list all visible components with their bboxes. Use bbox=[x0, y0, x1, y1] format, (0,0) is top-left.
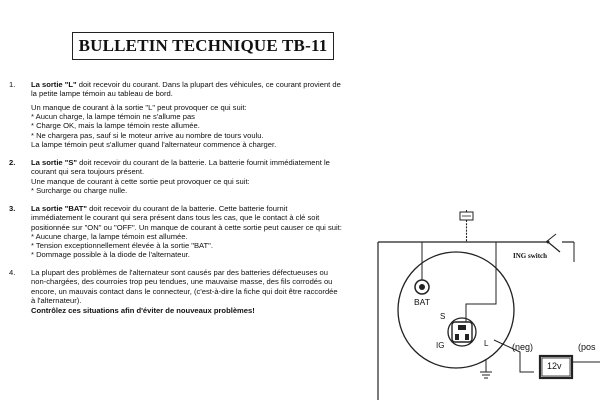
ing-switch-label: ING switch bbox=[513, 252, 548, 260]
item-1-line-2: la petite lampe témoin au tableau de bord. bbox=[31, 89, 173, 98]
item-1-sub: Un manque de courant à la sortie "L" peut provoquer ce qui suit: bbox=[31, 103, 247, 112]
ground-icon bbox=[480, 360, 492, 378]
neg-label: (neg) bbox=[512, 342, 534, 352]
item-2-line-1: La sortie "S" doit recevoir du courant de la batterie. La batterie fournit immédiatement le bbox=[31, 158, 330, 167]
fuse-icon bbox=[460, 210, 473, 242]
item-4-line: à l'alternateur). bbox=[31, 296, 82, 305]
page-title: BULLETIN TECHNIQUE TB-11 bbox=[78, 36, 328, 55]
ig-label: IG bbox=[436, 341, 445, 350]
item-3-line-2: immédiatement le courant qui sera présent dans tous les cas, que le contact à clé soit bbox=[31, 213, 320, 222]
item-3-sub: * Tension exceptionnellement élevée à la sortie "BAT". bbox=[31, 241, 213, 250]
item-3-sub: * Dommage possible à la diode de l'alternateur. bbox=[31, 250, 190, 259]
item-number: 3. bbox=[9, 204, 16, 213]
item-2-sub: Une manque de courant à cette sortie peut provoquer ce qui suit: bbox=[31, 177, 250, 186]
item-1-line-1: La sortie "L" doit recevoir du courant. Dans la plupart des véhicules, ce courant provient de bbox=[31, 80, 341, 89]
item-4-line: La plupart des problèmes de l'alternateur sont causés par des batteries défectueuses ou bbox=[31, 268, 328, 277]
item-1-sub: * Charge OK, mais la lampe témoin reste allumée. bbox=[31, 121, 200, 130]
item-1-sub: * Aucun charge, la lampe témoin ne s'allume pas bbox=[31, 112, 195, 121]
item-4-line: encore, un mauvais contact dans le connecteur, (c'est-à-dire la fiche qui doit être raccordée bbox=[31, 287, 338, 296]
item-2-sub: * Surcharge ou charge nulle. bbox=[31, 186, 128, 195]
battery-voltage-label: 12v bbox=[547, 361, 562, 371]
alternator-body bbox=[398, 252, 514, 368]
item-3-line-3: positionnée sur "ON" ou "OFF". Un manque de courant à cette sortie peut causer ce qui suit: bbox=[31, 223, 342, 232]
item-number: 4. bbox=[9, 268, 16, 277]
s-label: S bbox=[440, 312, 446, 321]
item-1-sub: La lampe témoin peut s'allumer quand l'alternateur commence à charger. bbox=[31, 140, 277, 149]
l-label: L bbox=[484, 339, 489, 348]
bat-label: BAT bbox=[414, 297, 430, 307]
ignition-switch-icon bbox=[546, 234, 574, 262]
bat-terminal-icon bbox=[415, 280, 429, 294]
item-number: 2. bbox=[9, 158, 16, 167]
connector-plug-icon bbox=[448, 318, 476, 346]
item-number: 1. bbox=[9, 80, 16, 89]
item-4-line: non-chargées, des courroies trop peu tendues, une mauvaise masse, des fils corrodés ou bbox=[31, 277, 333, 286]
item-3-sub: * Aucune charge, la lampe témoin est allumée. bbox=[31, 232, 188, 241]
item-3-line-1: La sortie "BAT" doit recevoir du courant de la batterie. Cette batterie fournit bbox=[31, 204, 288, 213]
closing-note: Contrôlez ces situations afin d'éviter de nouveaux problèmes! bbox=[31, 306, 255, 315]
wire-top bbox=[378, 242, 560, 252]
item-2-line-2: courant qui sera toujours présent. bbox=[31, 167, 145, 176]
pos-label: (pos bbox=[578, 342, 596, 352]
item-1-sub: * Ne chargera pas, sauf si le moteur arrive au nombre de tours voulu. bbox=[31, 131, 264, 140]
